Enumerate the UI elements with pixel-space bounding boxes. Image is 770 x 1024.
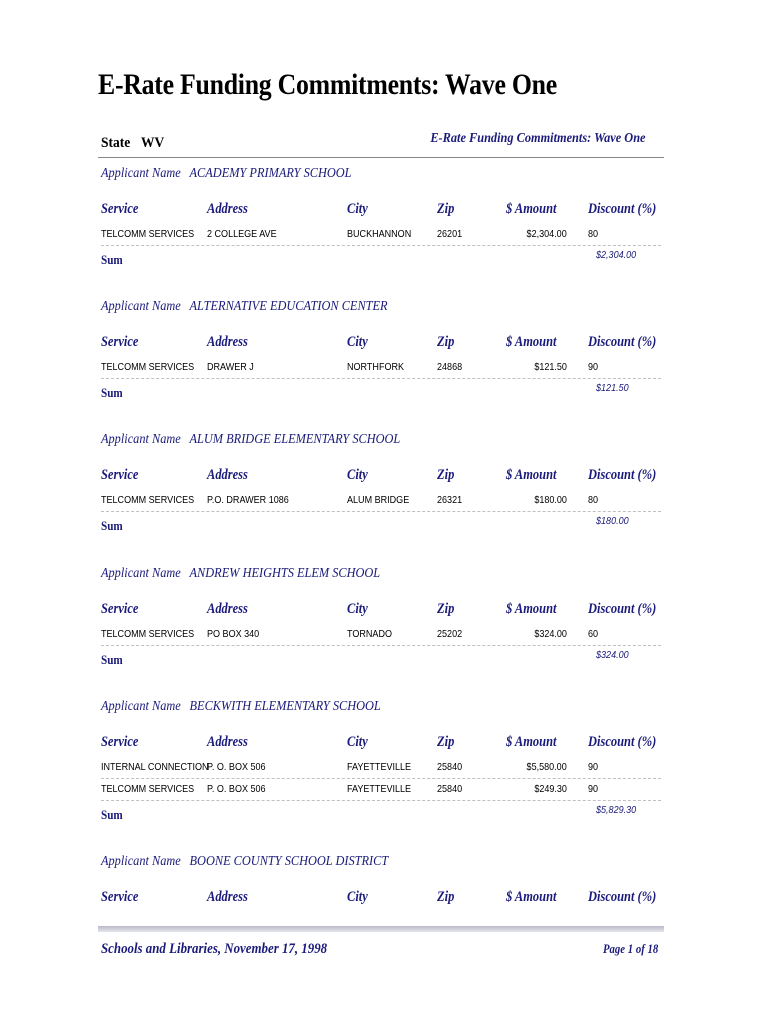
cell-service: TELCOMM SERVICES	[101, 228, 195, 240]
cell-city: TORNADO	[347, 628, 392, 640]
sum-value: $2,304.00	[596, 249, 637, 261]
table-row	[101, 356, 661, 379]
column-header: City	[347, 734, 368, 750]
column-header: $ Amount	[506, 601, 557, 617]
cell-address: P. O. BOX 506	[207, 783, 266, 795]
column-header: $ Amount	[506, 734, 557, 750]
page-title: E-Rate Funding Commitments: Wave One	[98, 68, 557, 101]
column-header: Zip	[437, 734, 455, 750]
column-header: City	[347, 889, 368, 905]
column-header: City	[347, 334, 368, 350]
column-headers	[101, 601, 661, 619]
cell-zip: 24868	[437, 361, 463, 373]
cell-discount: 60	[588, 628, 599, 640]
applicant-name: ANDREW HEIGHTS ELEM SCHOOL	[189, 566, 381, 581]
column-headers	[101, 467, 661, 485]
column-headers	[101, 734, 661, 752]
applicant-name-label: Applicant Name	[101, 166, 181, 181]
cell-address: P.O. DRAWER 1086	[207, 494, 289, 506]
sum-label: Sum	[101, 652, 123, 667]
column-header: Service	[101, 334, 139, 350]
cell-service: INTERNAL CONNECTION	[101, 761, 209, 773]
column-header: $ Amount	[506, 889, 557, 905]
cell-amount: $121.50	[534, 361, 567, 373]
applicant-name-line	[101, 566, 380, 582]
cell-city: FAYETTEVILLE	[347, 761, 412, 773]
cell-discount: 90	[588, 361, 599, 373]
applicant-name-label: Applicant Name	[101, 566, 181, 581]
column-headers	[101, 334, 661, 352]
applicant-name: ACADEMY PRIMARY SCHOOL	[189, 166, 352, 181]
cell-amount: $180.00	[534, 494, 567, 506]
table-row	[101, 489, 661, 512]
cell-service: TELCOMM SERVICES	[101, 361, 195, 373]
page-indicator: Page 1 of 18	[602, 942, 658, 956]
applicant-name-line	[101, 854, 388, 870]
column-header: Zip	[437, 334, 455, 350]
column-headers	[101, 201, 661, 219]
applicant-name: ALUM BRIDGE ELEMENTARY SCHOOL	[189, 432, 401, 447]
cell-amount: $5,580.00	[526, 761, 567, 773]
report-header-title: E-Rate Funding Commitments: Wave One	[430, 131, 646, 146]
applicant-name-label: Applicant Name	[101, 699, 181, 714]
cell-address: P. O. BOX 506	[207, 761, 266, 773]
column-header: Service	[101, 601, 139, 617]
column-header: Zip	[437, 889, 455, 905]
cell-address: PO BOX 340	[207, 628, 260, 640]
cell-city: BUCKHANNON	[347, 228, 412, 240]
applicant-name-label: Applicant Name	[101, 299, 181, 314]
sum-value: $180.00	[596, 515, 629, 527]
column-header: Address	[207, 889, 248, 905]
cell-zip: 25840	[437, 783, 463, 795]
cell-zip: 25202	[437, 628, 463, 640]
column-header: Discount (%)	[588, 601, 657, 617]
column-header: Service	[101, 734, 139, 750]
column-header: $ Amount	[506, 467, 557, 483]
column-header: Address	[207, 601, 248, 617]
applicant-name-line	[101, 699, 381, 715]
cell-zip: 26201	[437, 228, 463, 240]
column-header: City	[347, 601, 368, 617]
cell-discount: 90	[588, 783, 599, 795]
applicant-name-line	[101, 166, 352, 182]
footer-source: Schools and Libraries, November 17, 1998	[101, 941, 328, 957]
column-header: Address	[207, 467, 248, 483]
column-header: Discount (%)	[588, 334, 657, 350]
column-header: $ Amount	[506, 201, 557, 217]
column-header: Discount (%)	[588, 889, 657, 905]
cell-zip: 26321	[437, 494, 463, 506]
column-header: Address	[207, 734, 248, 750]
header-divider	[98, 157, 664, 158]
sum-value: $324.00	[596, 649, 629, 661]
applicant-name-label: Applicant Name	[101, 432, 181, 447]
column-header: Service	[101, 889, 139, 905]
applicant-name-line	[101, 432, 400, 448]
cell-service: TELCOMM SERVICES	[101, 494, 195, 506]
sum-label: Sum	[101, 518, 123, 533]
column-header: Service	[101, 201, 139, 217]
column-header: $ Amount	[506, 334, 557, 350]
footer-divider	[98, 926, 664, 932]
column-header: Zip	[437, 601, 455, 617]
cell-zip: 25840	[437, 761, 463, 773]
state-row	[101, 135, 164, 152]
cell-amount: $2,304.00	[526, 228, 567, 240]
table-row	[101, 623, 661, 646]
column-headers	[101, 889, 661, 907]
column-header: Discount (%)	[588, 467, 657, 483]
cell-amount: $249.30	[534, 783, 567, 795]
cell-service: TELCOMM SERVICES	[101, 628, 195, 640]
column-header: City	[347, 201, 368, 217]
cell-discount: 90	[588, 761, 599, 773]
column-header: Discount (%)	[588, 201, 657, 217]
table-row	[101, 778, 661, 801]
applicant-name: BOONE COUNTY SCHOOL DISTRICT	[189, 854, 389, 869]
applicant-name: BECKWITH ELEMENTARY SCHOOL	[189, 699, 381, 714]
sum-label: Sum	[101, 385, 123, 400]
cell-amount: $324.00	[534, 628, 567, 640]
cell-discount: 80	[588, 494, 599, 506]
cell-city: NORTHFORK	[347, 361, 405, 373]
state-label: State	[101, 135, 131, 151]
cell-service: TELCOMM SERVICES	[101, 783, 195, 795]
sum-value: $5,829.30	[596, 804, 637, 816]
cell-address: DRAWER J	[207, 361, 254, 373]
applicant-name: ALTERNATIVE EDUCATION CENTER	[189, 299, 388, 314]
applicant-name-line	[101, 299, 388, 315]
column-header: Discount (%)	[588, 734, 657, 750]
sum-label: Sum	[101, 807, 123, 822]
cell-discount: 80	[588, 228, 599, 240]
cell-city: ALUM BRIDGE	[347, 494, 410, 506]
sum-label: Sum	[101, 252, 123, 267]
column-header: Zip	[437, 201, 455, 217]
column-header: City	[347, 467, 368, 483]
table-row	[101, 756, 661, 779]
cell-city: FAYETTEVILLE	[347, 783, 412, 795]
cell-address: 2 COLLEGE AVE	[207, 228, 277, 240]
column-header: Zip	[437, 467, 455, 483]
applicant-name-label: Applicant Name	[101, 854, 181, 869]
state-value: WV	[141, 135, 165, 151]
column-header: Service	[101, 467, 139, 483]
table-row	[101, 223, 661, 246]
column-header: Address	[207, 334, 248, 350]
sum-value: $121.50	[596, 382, 629, 394]
column-header: Address	[207, 201, 248, 217]
